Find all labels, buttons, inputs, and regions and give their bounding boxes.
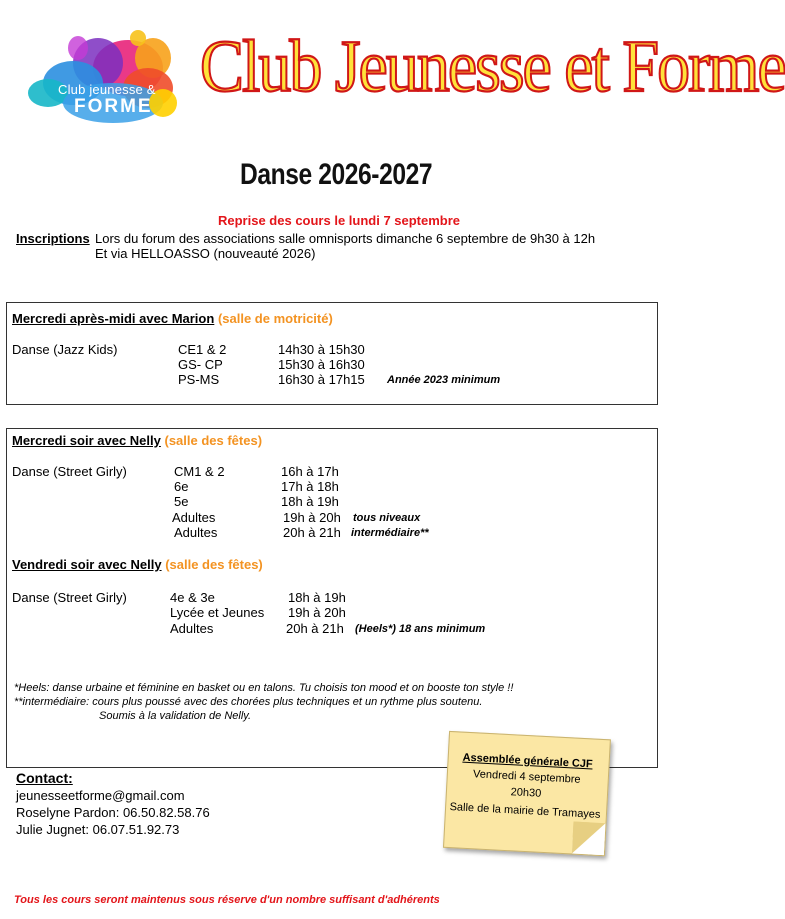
time-label: 18h à 19h	[281, 494, 339, 509]
level-label: Adultes	[174, 525, 218, 540]
sticky-fold-corner	[572, 822, 606, 856]
mercredi-apres-midi-box	[6, 302, 658, 405]
level-label: Adultes	[172, 510, 216, 525]
footer-disclaimer: Tous les cours seront maintenus sous réserve d'un nombre suffisant d'adhérents	[14, 894, 440, 906]
mercredi-am-heading	[12, 311, 333, 326]
section-title: Mercredi après-midi avec Marion	[12, 311, 215, 326]
time-label: 20h à 21h	[286, 621, 344, 636]
contact-label: Contact:	[16, 770, 73, 786]
activity-label: Danse (Street Girly)	[12, 464, 127, 479]
time-label: 19h à 20h	[288, 605, 346, 620]
section-title: Mercredi soir avec Nelly	[12, 433, 161, 448]
level-label: Lycée et Jeunes	[170, 605, 265, 620]
level-label: PS-MS	[178, 372, 220, 387]
time-label: 17h à 18h	[281, 479, 339, 494]
soirees-box	[6, 428, 658, 768]
salle-label: (salle de motricité)	[217, 311, 333, 326]
age-note: (Heels*) 18 ans minimum	[355, 623, 486, 635]
activity-label: Danse (Street Girly)	[12, 590, 127, 605]
logo-text-line1: Club jeunesse &	[58, 82, 156, 97]
level-label: GS- CP	[178, 357, 223, 372]
activity-label: Danse (Jazz Kids)	[12, 342, 118, 357]
inscriptions-forum: Lors du forum des associations salle omnisports dimanche 6 septembre de 9h30 à 12h	[95, 231, 596, 246]
mercredi-soir-heading	[12, 433, 262, 448]
intermediaire-footnote: **intermédiaire: cours plus poussé avec des chorées plus techniques et un rythme plus soutenu.	[14, 696, 483, 708]
level-note: intermédiaire**	[351, 527, 429, 539]
reprise-date: Reprise des cours le lundi 7 septembre	[218, 213, 461, 228]
section-title: Vendredi soir avec Nelly	[12, 557, 162, 572]
level-label: 5e	[174, 494, 189, 509]
level-label: CM1 & 2	[174, 464, 225, 479]
sticky-date: Vendredi 4 septembre	[472, 768, 581, 786]
time-label: 16h30 à 17h15	[278, 372, 365, 387]
page-subtitle: Danse 2026-2027	[240, 158, 433, 191]
vendredi-soir-heading	[12, 557, 263, 572]
sticky-place: Salle de la mairie de Tramayes	[449, 801, 601, 821]
contact-email: jeunesseetforme@gmail.com	[16, 788, 185, 803]
heels-footnote: *Heels: danse urbaine et féminine en basket ou en talons. Tu choisis ton mood et on booste ton style !!	[14, 682, 514, 694]
time-label: 18h à 19h	[288, 590, 346, 605]
logo-text-line2: FORME	[74, 96, 153, 117]
level-label: 6e	[174, 479, 189, 494]
time-label: 15h30 à 16h30	[278, 357, 365, 372]
salle-label: (salle des fêtes)	[165, 557, 263, 572]
age-note: Année 2023 minimum	[387, 374, 501, 386]
level-label: 4e & 3e	[170, 590, 215, 605]
time-label: 19h à 20h	[283, 510, 341, 525]
level-label: CE1 & 2	[178, 342, 227, 357]
validation-footnote: Soumis à la validation de Nelly.	[99, 710, 252, 722]
sticky-time: 20h30	[510, 786, 542, 800]
contact-person-1: Roselyne Pardon: 06.50.82.58.76	[16, 805, 210, 820]
time-label: 16h à 17h	[281, 464, 339, 479]
contact-person-2: Julie Jugnet: 06.07.51.92.73	[16, 822, 180, 837]
level-note: tous niveaux	[353, 512, 421, 524]
level-label: Adultes	[170, 621, 214, 636]
salle-label: (salle des fêtes)	[164, 433, 263, 448]
inscriptions-label: Inscriptions	[16, 231, 90, 246]
time-label: 20h à 21h	[283, 525, 341, 540]
assemblee-sticky-note	[443, 731, 609, 854]
page-title: Club Jeunesse et Forme	[200, 26, 785, 108]
inscriptions-helloasso: Et via HELLOASSO (nouveauté 2026)	[95, 246, 316, 261]
sticky-title: Assemblée générale CJF	[462, 751, 593, 771]
time-label: 14h30 à 15h30	[278, 342, 365, 357]
